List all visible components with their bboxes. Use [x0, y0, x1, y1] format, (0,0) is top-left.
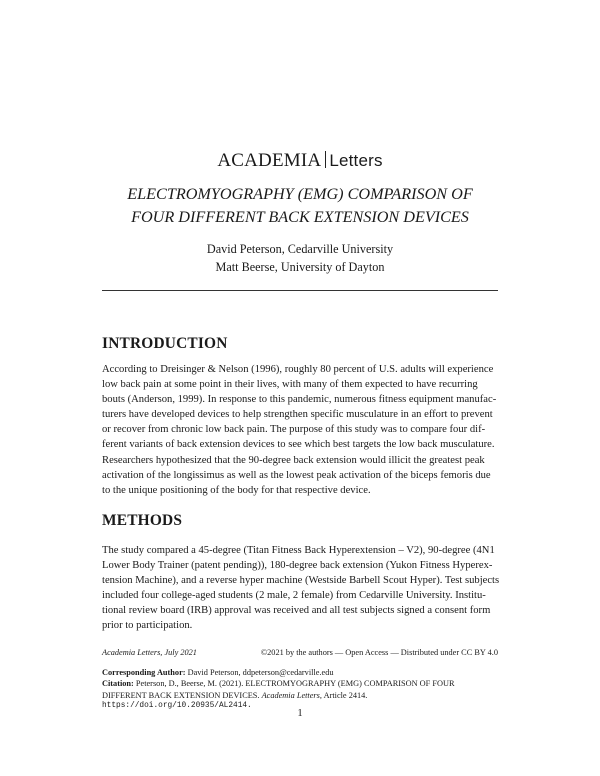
methods-line: Lower Body Trainer (patent pending)), 180-degree back extension (Yukon Fitness Hyperex-	[102, 560, 493, 572]
methods-line: tional review board (IRB) approval was received and all test subjects signed a consent form	[102, 605, 491, 617]
methods-line: The study compared a 45-degree (Titan Fitness Back Hyperextension – V2), 90-degree (4N1	[102, 545, 495, 556]
academia-letters-logo	[0, 150, 600, 172]
introduction-paragraph	[102, 362, 499, 498]
author-1: David Peterson, Cedarville University	[206, 242, 394, 256]
corresponding-author	[102, 667, 502, 678]
intro-line: ferent variants of back extension devices to see which best targets the low back musculature.	[102, 439, 495, 451]
paper-title	[0, 183, 600, 229]
intro-line: low back pain at some point in their lives, with many of them expected to have recurring	[102, 379, 478, 391]
citation-label: Citation:	[102, 679, 134, 689]
intro-line: According to Dreisinger & Nelson (1996), roughly 80 percent of U.S. adults will experience	[102, 364, 494, 375]
journal-date: Academia Letters, July 2021	[102, 648, 197, 657]
footer-meta	[102, 648, 498, 657]
intro-line: activation of the longissimus as well as the lowest peak activation of the biceps femoris due	[102, 469, 491, 481]
methods-heading: METHODS	[102, 512, 183, 529]
doi-link[interactable]: https://doi.org/10.20935/AL2414.	[102, 702, 252, 711]
methods-line: tension Machine), and a reverse hyper machine (Westside Barbell Scout Hyper). Test subjects	[102, 575, 500, 587]
page-number: 1	[297, 708, 303, 719]
intro-line: turers have developed devices to help strengthen specific musculature in an effort to prevent	[102, 409, 493, 421]
footer-citation-block	[102, 667, 502, 713]
license-text: ©2021 by the authors — Open Access — Distributed under CC BY 4.0	[260, 648, 498, 657]
intro-line: bouts (Anderson, 1999). In response to this pandemic, numerous fitness equipment manufac-	[102, 394, 497, 406]
title-line-1: ELECTROMYOGRAPHY (EMG) COMPARISON OF	[127, 185, 473, 203]
corresponding-author-label: Corresponding Author:	[102, 668, 186, 677]
methods-line: included four college-aged students (2 male, 2 female) from Cedarville University. Institu-	[102, 590, 486, 602]
author-2: Matt Beerse, University of Dayton	[215, 260, 385, 274]
brand-separator	[325, 151, 326, 168]
corresponding-author-value: David Peterson, ddpeterson@cedarville.edu	[187, 668, 334, 677]
title-line-2: FOUR DIFFERENT BACK EXTENSION DEVICES	[131, 208, 469, 226]
methods-line: prior to participation.	[102, 620, 193, 632]
citation-text-1: Peterson, D., Beerse, M. (2021). ELECTROMYOGRAPHY (EMG) COMPARISON OF FOUR	[135, 679, 455, 689]
brand-letters: Letters	[329, 151, 383, 170]
citation-journal: Academia Letters	[261, 690, 320, 700]
author-list	[0, 240, 600, 276]
citation-line-1	[102, 678, 502, 689]
citation-line-2: DIFFERENT BACK EXTENSION DEVICES. Academia Letters, Article 2414.	[102, 690, 368, 700]
brand-academia: ACADEMIA	[217, 150, 322, 171]
introduction-heading: INTRODUCTION	[102, 335, 228, 352]
intro-line: or recover from chronic low back pain. The purpose of this study was to compare four dif-	[102, 424, 486, 436]
intro-line: to the unique positioning of the body for that respective device.	[102, 484, 371, 496]
title-divider	[102, 290, 498, 291]
intro-line: Researchers hypothesized that the 90-degree back extension would illicit the greatest peak	[102, 454, 485, 466]
methods-paragraph	[102, 543, 499, 634]
